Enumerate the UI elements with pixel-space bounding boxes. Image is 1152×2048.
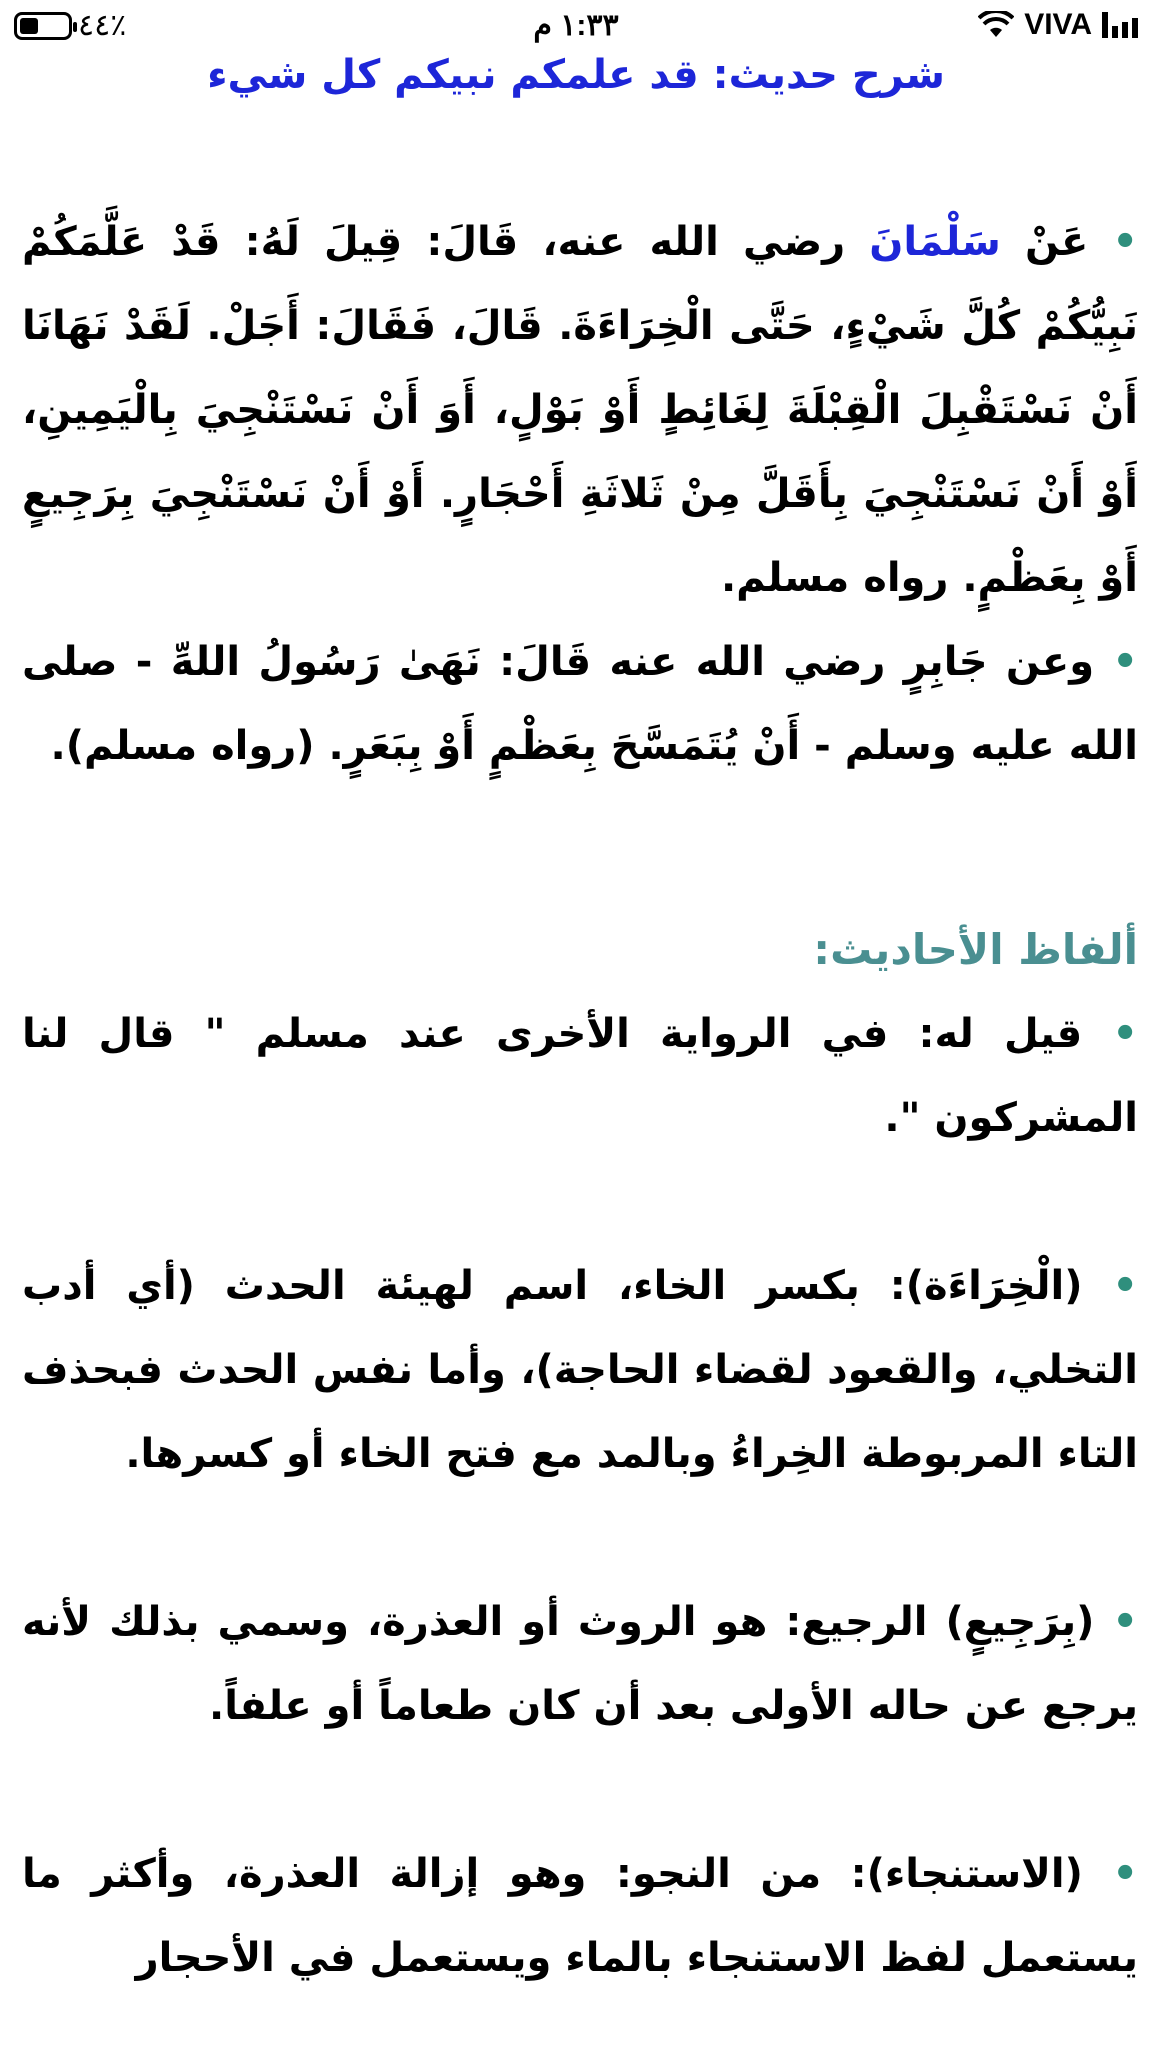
network-indicator bbox=[978, 8, 1138, 42]
spacer bbox=[22, 1748, 1138, 1832]
hadith-salman bbox=[22, 200, 1138, 620]
hadith-text: وعن جَابِرٍ رضي الله عنه قَالَ: نَهَىٰ رَسُولُ اللهِّ - صلى الله عليه وسلم - أَنْ يُتَمَسَّحَ بِعَظْمٍ أَوْ بِبَعَرٍ. (رواه مسلم). bbox=[22, 639, 1138, 769]
definition-item bbox=[22, 1832, 1138, 2000]
bullet-icon: • bbox=[1112, 1851, 1138, 1897]
definition-item bbox=[22, 1580, 1138, 1748]
status-bar bbox=[0, 0, 1152, 52]
status-time: ١:٣٣ م bbox=[533, 9, 619, 42]
battery-percent: ٤٤٪ bbox=[78, 9, 127, 42]
wifi-icon bbox=[978, 11, 1014, 39]
definition-text: (الاستنجاء): من النجو: وهو إزالة العذرة، وأكثر ما يستعمل لفظ الاستنجاء بالماء ويستعمل في الأحجار bbox=[22, 1851, 1138, 1981]
narrator-name-link[interactable]: سَلْمَانَ bbox=[869, 219, 1001, 265]
section-heading: ألفاظ الأحاديث: bbox=[813, 925, 1138, 974]
definition-item bbox=[22, 992, 1138, 1160]
bullet-icon: • bbox=[1112, 1263, 1138, 1309]
definition-text: قيل له: في الرواية الأخرى عند مسلم " قال لنا المشركون ". bbox=[22, 1011, 1138, 1141]
spacer bbox=[22, 1496, 1138, 1580]
hadith-prefix: عَنْ bbox=[1000, 219, 1089, 265]
definition-item bbox=[22, 1244, 1138, 1496]
bullet-icon: • bbox=[1112, 219, 1138, 265]
definition-text: (بِرَجِيعٍ) الرجيع: هو الروث أو العذرة، وسمي بذلك لأنه يرجع عن حاله الأولى بعد أن كان طعاماً أو علفاً. bbox=[22, 1599, 1138, 1729]
article-body bbox=[22, 200, 1138, 2000]
spacer bbox=[22, 1160, 1138, 1244]
bullet-icon: • bbox=[1112, 1011, 1138, 1057]
bullet-icon: • bbox=[1112, 1599, 1138, 1645]
definition-text: (الْخِرَاءَة): بكسر الخاء، اسم لهيئة الحدث (أي أدب التخلي، والقعود لقضاء الحاجة)، وأما نفس الحدث فبحذف التاء المربوطة الخِراءُ وبالمد مع فتح الخاء أو كسرها. bbox=[22, 1263, 1138, 1477]
hadith-jabir bbox=[22, 620, 1138, 788]
hadith-text: رضي الله عنه، قَالَ: قِيلَ لَهُ: قَدْ عَلَّمَكُمْ نَبِيُّكُمْ كُلَّ شَيْءٍ، حَتَّى الْخِرَاءَةَ. قَالَ، فَقَالَ: أَجَلْ. لَقَدْ نَهَانَا أَنْ نَسْتَقْبِلَ الْقِبْلَةَ لِغَائِطٍ أَوْ بَوْلٍ، أَوَ أَنْ نَسْتَنْجِيَ بِالْيَمِينِ، أَوْ أَنْ نَسْتَنْجِيَ بِأَقَلَّ مِنْ ثَلاثَةِ أَحْجَارٍ. أَوْ أَنْ نَسْتَنْجِيَ بِرَجِيعٍ أَوْ بِعَظْمٍ. رواه مسلم. bbox=[22, 219, 1138, 601]
bullet-icon: • bbox=[1112, 639, 1138, 685]
signal-icon bbox=[1102, 12, 1138, 38]
carrier-name: VIVA bbox=[1024, 8, 1092, 41]
page-title: شرح حديث: قد علمكم نبيكم كل شيء bbox=[207, 52, 945, 98]
